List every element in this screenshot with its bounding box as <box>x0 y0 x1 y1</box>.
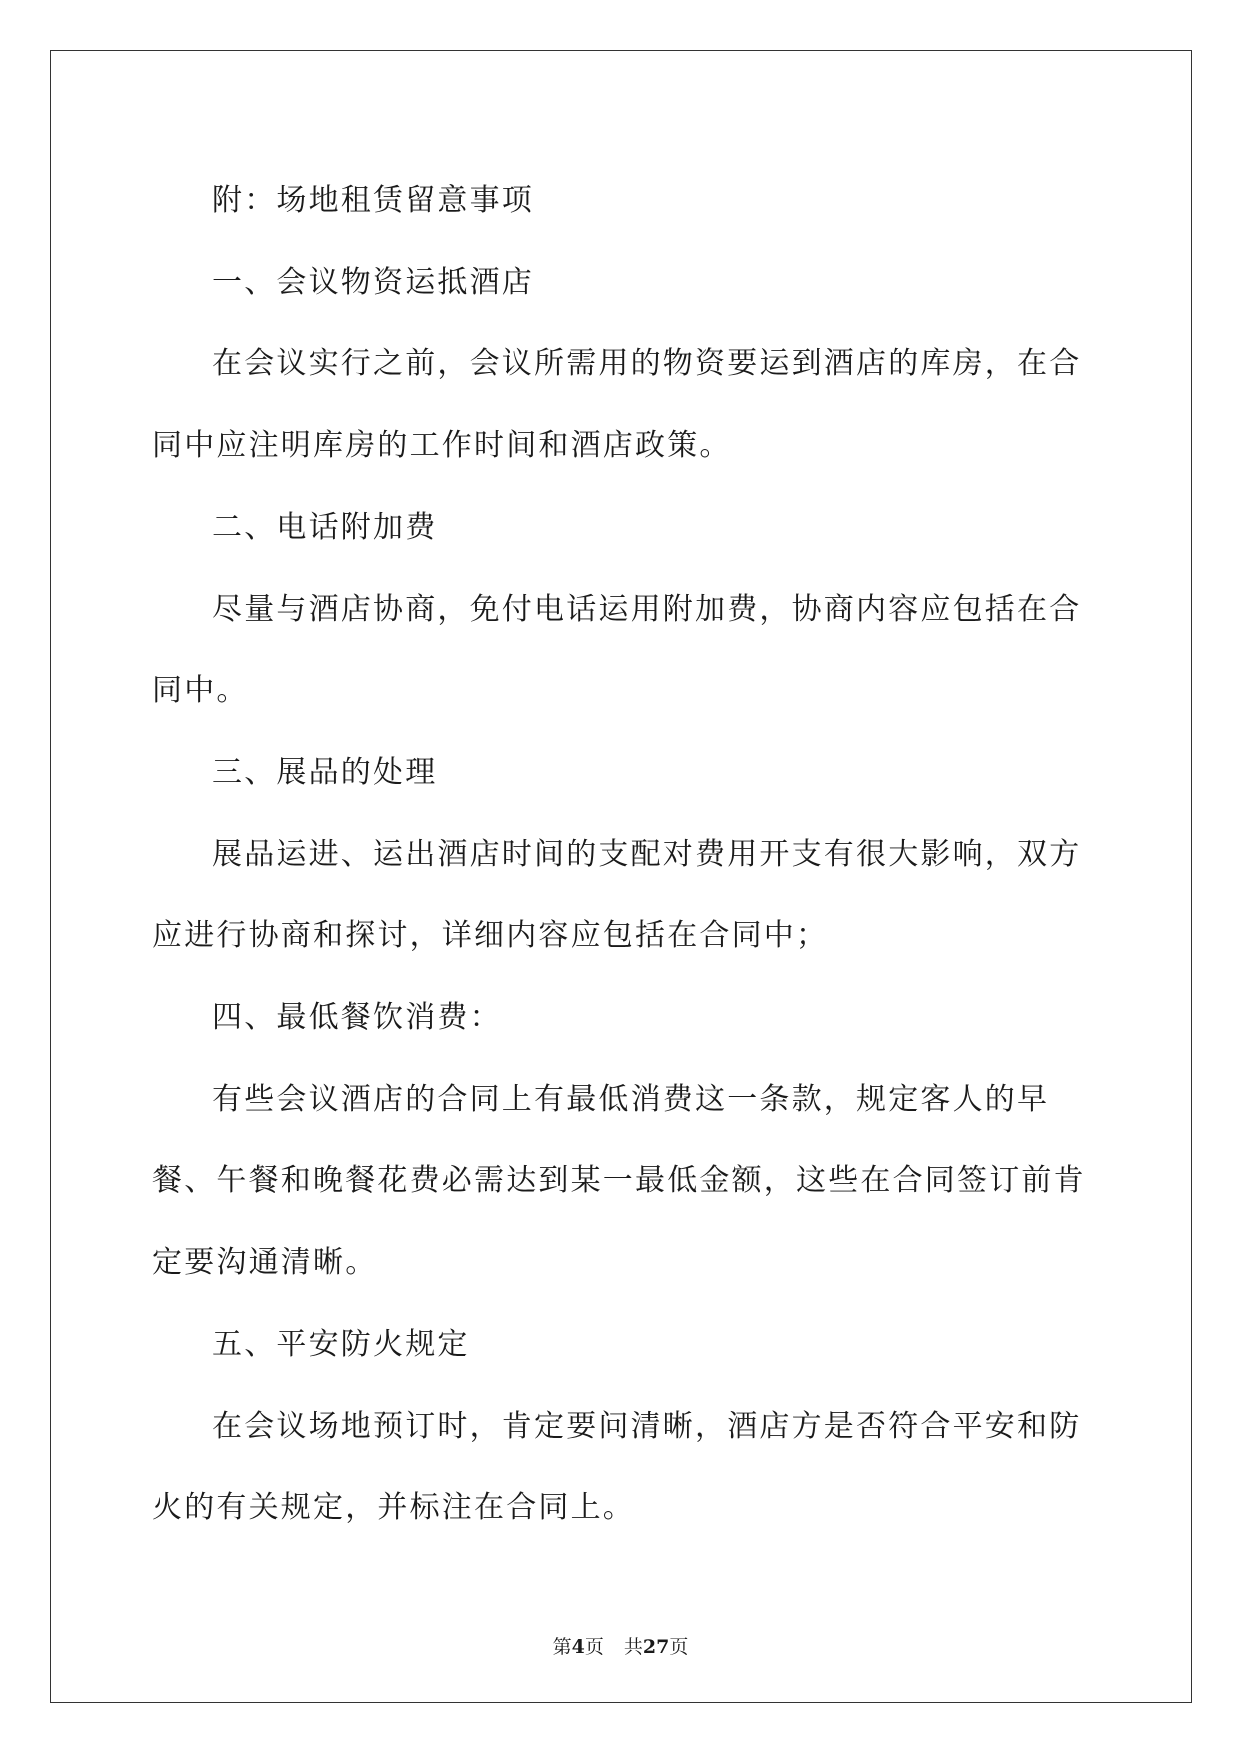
footer-page-suffix: 页 <box>584 1636 604 1658</box>
paragraph-heading-2: 二、电话附加费 <box>212 509 438 545</box>
paragraph-body-2: 尽量与酒店协商，免付电话运用附加费，协商内容应包括在合同中。 <box>152 591 1082 709</box>
footer-total-prefix: 共 <box>623 1636 643 1658</box>
paragraph-heading-1: 一、会议物资运抵酒店 <box>212 264 534 300</box>
document-body <box>152 160 1092 1549</box>
paragraph-body-3: 展品运进、运出酒店时间的支配对费用开支有很大影响，双方应进行协商和探讨，详细内容应包括在合同中； <box>152 836 1082 954</box>
paragraph-heading-4: 四、最低餐饮消费： <box>212 1000 502 1036</box>
paragraph-heading-3: 三、展品的处理 <box>212 754 438 790</box>
paragraph-heading-5: 五、平安防火规定 <box>212 1326 470 1362</box>
footer-page-number: 4 <box>571 1636 585 1658</box>
footer-total-suffix: 页 <box>669 1636 689 1658</box>
footer-total-pages: 27 <box>642 1636 670 1658</box>
footer-prefix: 第 <box>552 1636 572 1658</box>
paragraph-body-5: 在会议场地预订时，肯定要问清晰，酒店方是否符合平安和防火的有关规定，并标注在合同上。 <box>152 1408 1082 1526</box>
paragraph-body-4: 有些会议酒店的合同上有最低消费这一条款，规定客人的早餐、午餐和晚餐花费必需达到某一最低金额，这些在合同签订前肯定要沟通清晰。 <box>152 1081 1086 1281</box>
page-footer <box>0 1632 1241 1659</box>
paragraph-body-1: 在会议实行之前，会议所需用的物资要运到酒店的库房，在合同中应注明库房的工作时间和酒店政策。 <box>152 346 1082 464</box>
paragraph-heading-appendix: 附：场地租赁留意事项 <box>212 183 534 218</box>
